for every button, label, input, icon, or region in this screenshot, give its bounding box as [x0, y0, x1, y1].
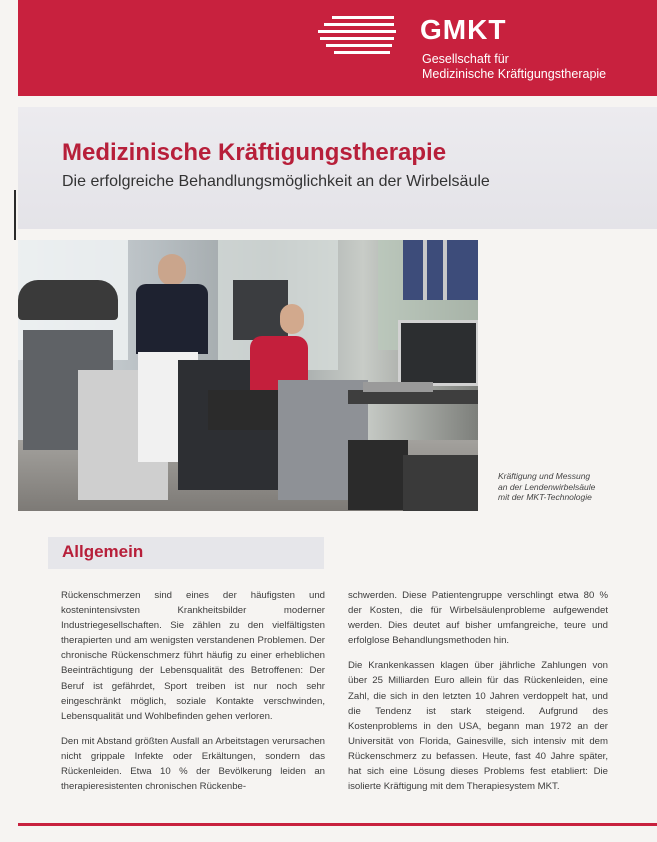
logo-subtitle-line-1: Gesellschaft für — [422, 52, 509, 66]
photo-caption-line-3: mit der MKT-Technologie — [498, 492, 592, 502]
photo-caption — [498, 471, 648, 503]
page-title: Medizinische Kräftigungstherapie — [62, 139, 447, 166]
text-column-left — [61, 588, 325, 804]
therapy-photo — [18, 240, 478, 511]
gmkt-logo-icon — [318, 14, 398, 54]
paragraph: Die Krankenkassen klagen über jährliche Zahlungen von über 25 Milliarden Euro allein für das Rückenleiden, eine Zahl, die sich in den letzten 10 Jahren verdoppelt hat, und die Tendenz ist stark steigend. Aufgrund des Kostenproblems in den USA, begann man 1972 an der Universität von Florida, Gainesville, sich intensiv mit dem Rückenschmerz zu befassen. Heute, fast 40 Jahre später, hat sich eine Lösung dieses Problems fest etabliert: Die isolierte Kräftigung mit dem Therapiesystem MKT. — [348, 660, 608, 793]
logo-subtitle — [422, 52, 606, 82]
photo-caption-line-1: Kräftigung und Messung — [498, 471, 591, 481]
logo-subtitle-line-2: Medizinische Kräftigungstherapie — [422, 67, 607, 81]
paragraph: Rückenschmerzen sind eines der häufigsten und kostenintensivsten Krankheitsbilder moderner Industriegesellschaften. Sie zählen zu den vielfältigsten therapierten und am wenigsten verstandenen Problemen. Der chronische Rückenschmerz führt häufig zu einer erheblichen Beeinträchtigung der Lebensqualität des Betroffenen: Der Beruf ist gefährdet, Sport treiben ist nur noch sehr eingeschränkt möglich, soziale Kontakte verschwinden, Lebensqualität und Wohlbefinden gehen verloren. — [61, 590, 325, 722]
text-column-right — [348, 588, 608, 804]
paragraph: Den mit Abstand größten Ausfall an Arbeitstagen verursachen nicht grippale Infekte oder Erkältungen, sondern das Rückenleiden. Etwa 10 % der Bevölkerung leiden an therapieresistenten chronischen Rückenbe- — [61, 735, 325, 793]
header-band — [18, 0, 657, 96]
section-header — [48, 537, 324, 569]
paragraph: schwerden. Diese Patientengruppe verschlingt etwa 80 % der Kosten, die für Wirbelsäulenprobleme aufgewendet werden. Dies deutet auf bisher umfangreiche, teure und erfolglose Behandlungsmethoden hin. — [348, 590, 608, 647]
logo-name: GMKT — [420, 14, 507, 45]
title-band — [18, 107, 657, 229]
page-subtitle: Die erfolgreiche Behandlungsmöglichkeit an der Wirbelsäule — [62, 173, 490, 190]
section-title: Allgemein — [62, 542, 144, 561]
page-edge-mark — [14, 190, 16, 240]
footer-rule — [18, 823, 657, 826]
photo-caption-line-2: an der Lendenwirbelsäule — [498, 481, 596, 492]
